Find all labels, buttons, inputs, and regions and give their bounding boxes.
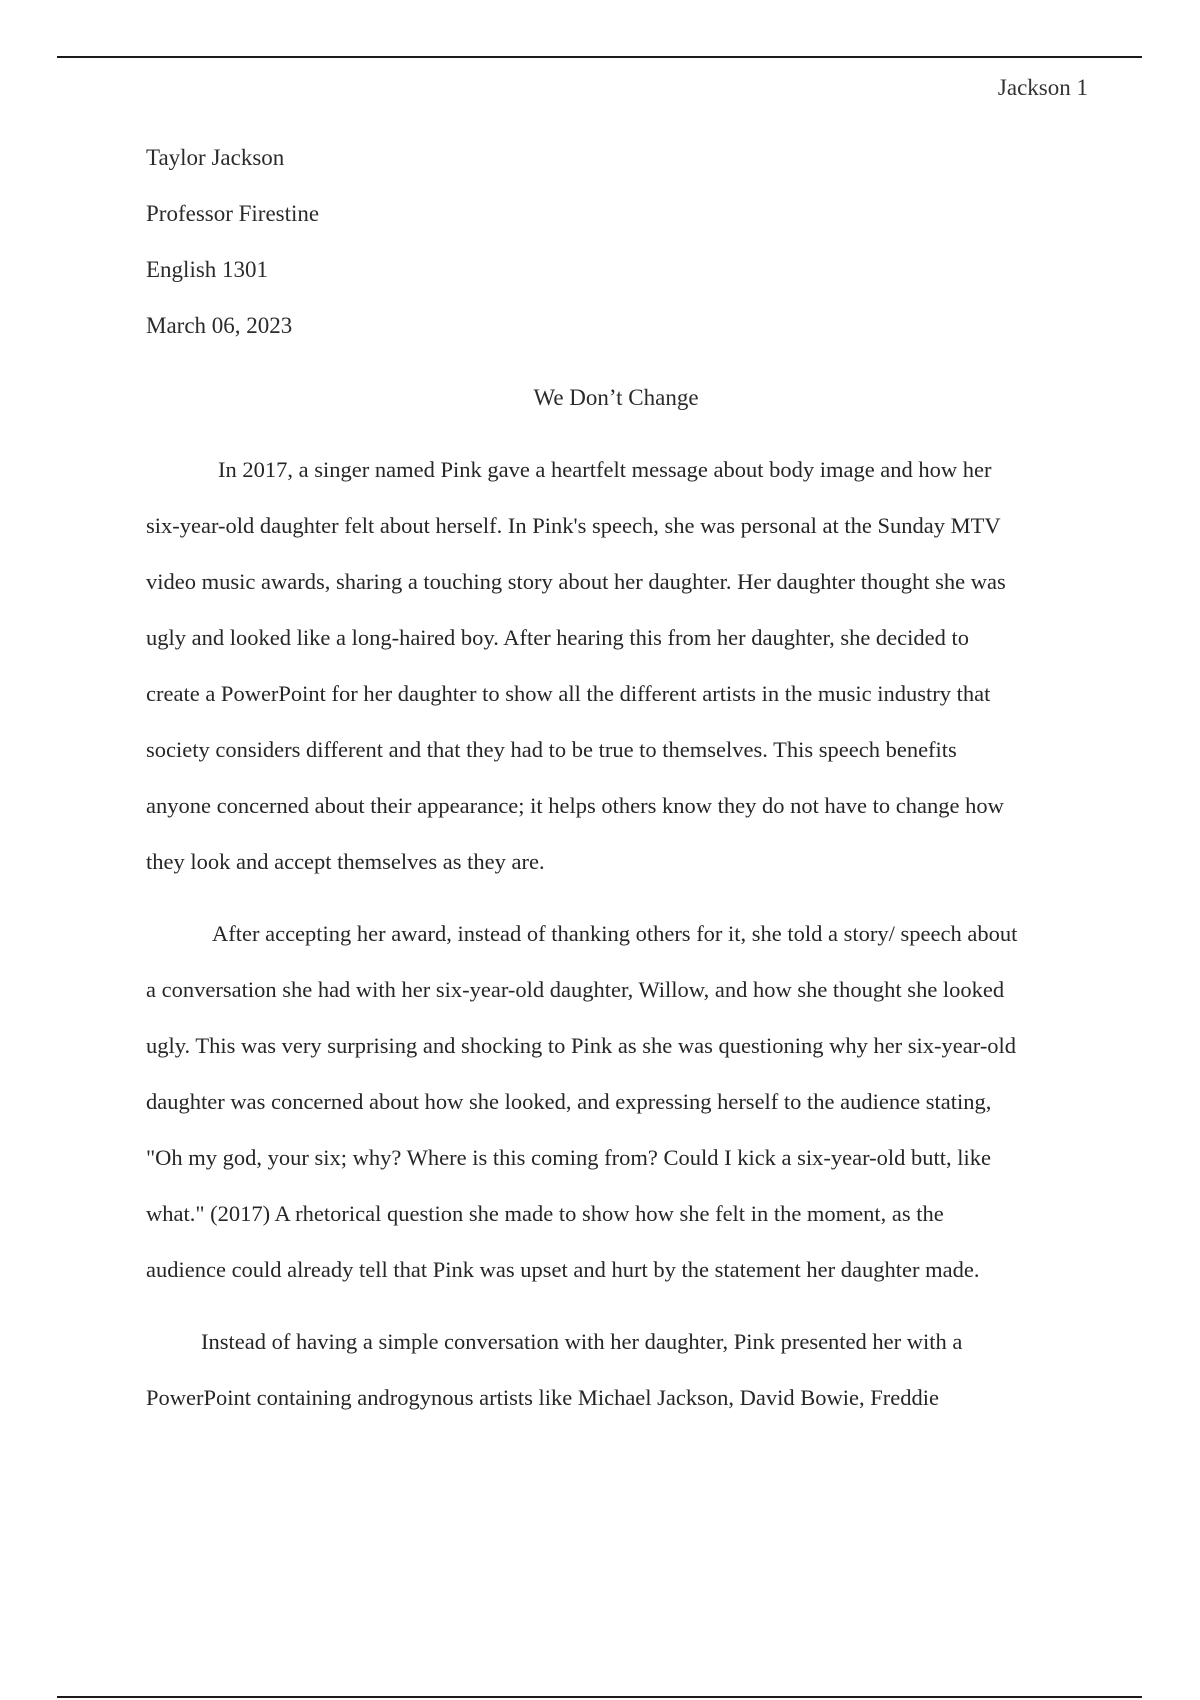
- paragraph-line: After accepting her award, instead of thanking others for it, she told a story/ speech about: [212, 921, 1018, 946]
- paragraph-line: In 2017, a singer named Pink gave a heartfelt message about body image and how her: [218, 457, 992, 482]
- paragraph-line: PowerPoint containing androgynous artists like Michael Jackson, David Bowie, Freddie: [146, 1385, 939, 1410]
- professor-name: Professor Firestine: [146, 201, 320, 226]
- paragraph-1: [146, 456, 1086, 904]
- paragraph-line: six-year-old daughter felt about herself. In Pink's speech, she was personal at the Sunday MTV: [146, 513, 1001, 538]
- top-rule: [57, 56, 1142, 58]
- paragraph-line: daughter was concerned about how she looked, and expressing herself to the audience stating,: [146, 1089, 992, 1114]
- paragraph-line: what." (2017) A rhetorical question she made to show how she felt in the moment, as the: [146, 1201, 944, 1226]
- paragraph-2: [146, 920, 1086, 1312]
- paragraph-line: audience could already tell that Pink was upset and hurt by the statement her daughter made.: [146, 1257, 980, 1282]
- paragraph-line: create a PowerPoint for her daughter to show all the different artists in the music industry that: [146, 681, 991, 706]
- paragraph-line: a conversation she had with her six-year-old daughter, Willow, and how she thought she looked: [146, 977, 1005, 1002]
- paragraph-line: society considers different and that they had to be true to themselves. This speech benefits: [146, 737, 957, 762]
- paragraph-line: video music awards, sharing a touching story about her daughter. Her daughter thought she was: [146, 569, 1006, 594]
- essay-title: We Don’t Change: [533, 385, 699, 410]
- paragraph-line: ugly and looked like a long-haired boy. After hearing this from her daughter, she decided to: [146, 625, 970, 650]
- date: March 06, 2023: [146, 313, 293, 338]
- student-name: Taylor Jackson: [146, 145, 285, 170]
- mla-heading: [146, 144, 1086, 368]
- course-name: English 1301: [146, 257, 269, 282]
- bottom-rule: [57, 1696, 1142, 1698]
- paragraph-spacer: [146, 904, 1086, 920]
- paragraph-3: [146, 1328, 1086, 1440]
- paragraph-line: "Oh my god, your six; why? Where is this coming from? Could I kick a six-year-old butt, like: [146, 1145, 992, 1170]
- paragraph-line: anyone concerned about their appearance; it helps others know they do not have to change how: [146, 793, 1004, 818]
- running-head: Jackson 1: [997, 75, 1088, 100]
- paragraph-line: ugly. This was very surprising and shocking to Pink as she was questioning why her six-year-old: [146, 1033, 1017, 1058]
- paragraph-spacer: [146, 1312, 1086, 1328]
- paragraph-line: they look and accept themselves as they are.: [146, 849, 545, 874]
- paragraph-line: Instead of having a simple conversation with her daughter, Pink presented her with a: [201, 1329, 963, 1354]
- essay-body: [146, 456, 1086, 1440]
